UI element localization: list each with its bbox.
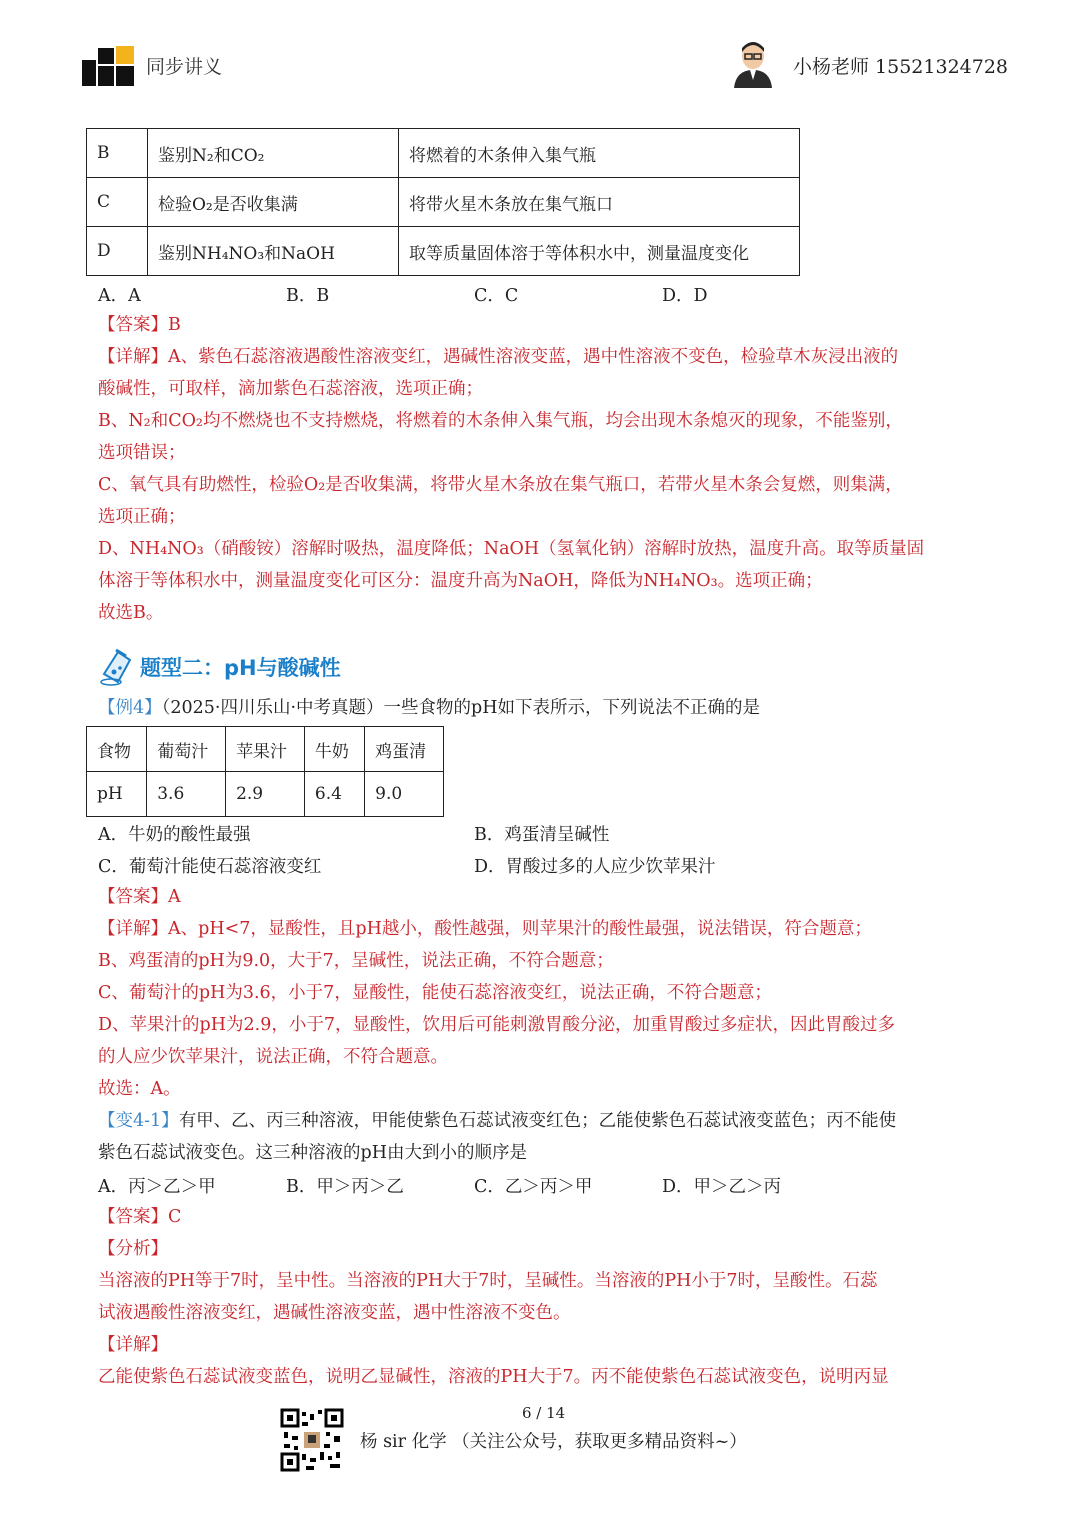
q1-detail-line: B、N₂和CO₂均不燃烧也不支持燃烧，将燃着的木条伸入集气瓶，均会出现木条熄灭的现象，不能鉴别，: [98, 411, 903, 431]
detail-tag: 【详解】: [98, 347, 168, 367]
table-cell: 检验O₂是否收集满: [148, 178, 399, 227]
table-cell: D: [87, 227, 148, 276]
q1-detail-line: 选项错误；: [98, 443, 186, 463]
analysis-line: 当溶液的PH等于7时，呈中性。当溶液的PH大于7时，呈碱性。当溶液的PH小于7时，呈酸性。石蕊: [98, 1271, 878, 1291]
analysis-tag: 【分析】: [98, 1239, 168, 1259]
detail-line: 乙能使紫色石蕊试液变蓝色，说明乙显碱性，溶液的PH大于7。丙不能使紫色石蕊试液变色，说明丙显: [98, 1367, 889, 1387]
detail-tag: 【详解】: [98, 919, 168, 939]
option-c: C．C: [474, 286, 519, 306]
table-cell: 将带火星木条放在集气瓶口: [399, 178, 800, 227]
page-number: 6 / 14: [522, 1404, 566, 1422]
q1-detail-line: 故选B。: [98, 603, 164, 623]
ex4-question: [98, 696, 760, 720]
table-cell: 取等质量固体溶于等体积水中，测量温度变化: [399, 227, 800, 276]
ex4-detail-line: [98, 917, 872, 941]
q1-detail-line: 体溶于等体积水中，测量温度变化可区分：温度升高为NaOH，降低为NH₄NO₃。选项正确；: [98, 571, 823, 591]
option-a: A．丙＞乙＞甲: [98, 1177, 216, 1197]
question-text: 有甲、乙、丙三种溶液，甲能使紫色石蕊试液变红色；乙能使紫色石蕊试液变蓝色；丙不能使: [178, 1111, 897, 1131]
variant-tag: 【变4-1】: [98, 1111, 179, 1131]
q1-detail-line: 选项正确；: [98, 507, 186, 527]
v41-answer: [98, 1205, 181, 1229]
option-c: C．葡萄汁能使石蕊溶液变红: [98, 857, 322, 877]
answer-value: B: [168, 315, 181, 335]
q1-detail-line: D、NH₄NO₃（硝酸铵）溶解时吸热，温度降低；NaOH（氢氧化钠）溶解时放热，温度升高。取等质量固: [98, 539, 925, 559]
detail-tag: 【详解】: [98, 1335, 168, 1355]
table-header-cell: 鸡蛋清: [365, 727, 444, 772]
section-title: 题型二：pH与酸碱性: [140, 656, 341, 680]
v41-question: [98, 1109, 896, 1133]
ex4-detail-line: 故选：A。: [98, 1079, 181, 1099]
table-row: [87, 129, 800, 178]
table-header-cell: 牛奶: [304, 727, 364, 772]
table-header-cell: 苹果汁: [226, 727, 305, 772]
table-row: [87, 178, 800, 227]
ph-table: [86, 726, 444, 817]
q1-answer: [98, 313, 181, 337]
table-cell: 鉴别N₂和CO₂: [148, 129, 399, 178]
teacher-avatar-icon: [730, 38, 776, 88]
table-cell: B: [87, 129, 148, 178]
flask-icon: [96, 644, 140, 688]
answer-value: C: [168, 1207, 182, 1227]
header-teacher: 小杨老师 15521324728: [793, 56, 1009, 78]
table-cell: pH: [87, 772, 147, 817]
answer-tag: 【答案】: [98, 887, 168, 907]
option-a: A．牛奶的酸性最强: [98, 825, 251, 845]
table-row: [87, 727, 444, 772]
option-a: A．A: [98, 286, 141, 306]
q1-detail-line: C、氧气具有助燃性，检验O₂是否收集满，将带火星木条放在集气瓶口，若带火星木条会复燃，则集满，: [98, 475, 903, 495]
header-title: 同步讲义: [146, 56, 223, 78]
ex4-detail-line: C、葡萄汁的pH为3.6，小于7，显酸性，能使石蕊溶液变红，说法正确，不符合题意；: [98, 983, 772, 1003]
option-b: B．B: [286, 286, 330, 306]
table-cell: C: [87, 178, 148, 227]
table-cell: 9.0: [365, 772, 444, 817]
option-d: D．甲＞乙＞丙: [662, 1177, 782, 1197]
option-b: B．鸡蛋清呈碱性: [474, 825, 610, 845]
table-header-cell: 葡萄汁: [147, 727, 226, 772]
analysis-line: 试液遇酸性溶液变红，遇碱性溶液变蓝，遇中性溶液不变色。: [98, 1303, 571, 1323]
options-table: [86, 128, 800, 276]
table-row: [87, 227, 800, 276]
question-text: （2025·四川乐山·中考真题）一些食物的pH如下表所示，下列说法不正确的是: [161, 698, 761, 718]
ex4-detail-line: D、苹果汁的pH为2.9，小于7，显酸性，饮用后可能刺激胃酸分泌，加重胃酸过多症状，因此胃酸过多: [98, 1015, 895, 1035]
table-row: [87, 772, 444, 817]
logo-icon: [80, 44, 136, 88]
ex4-detail-line: B、鸡蛋清的pH为9.0，大于7，呈碱性，说法正确，不符合题意；: [98, 951, 614, 971]
table-cell: 鉴别NH₄NO₃和NaOH: [148, 227, 399, 276]
q1-detail-line: [98, 345, 898, 369]
detail-text: A、紫色石蕊溶液遇酸性溶液变红，遇碱性溶液变蓝，遇中性溶液不变色，检验草木灰浸出液的: [168, 347, 899, 367]
v41-question-line2: 紫色石蕊试液变色。这三种溶液的pH由大到小的顺序是: [98, 1143, 527, 1163]
option-b: B．甲＞丙＞乙: [286, 1177, 404, 1197]
footer-text: 杨 sir 化学 （关注公众号，获取更多精品资料~）: [360, 1432, 747, 1452]
option-d: D．胃酸过多的人应少饮苹果汁: [474, 857, 716, 877]
answer-value: A: [168, 887, 181, 907]
answer-tag: 【答案】: [98, 1207, 168, 1227]
option-d: D．D: [662, 286, 708, 306]
ex4-detail-line: 的人应少饮苹果汁，说法正确，不符合题意。: [98, 1047, 448, 1067]
ex4-answer: [98, 885, 181, 909]
qr-code-icon: [280, 1408, 344, 1472]
table-cell: 3.6: [147, 772, 226, 817]
detail-text: A、pH<7，显酸性，且pH越小，酸性越强，则苹果汁的酸性最强，说法错误，符合题意；: [168, 919, 872, 939]
table-header-cell: 食物: [87, 727, 147, 772]
table-cell: 2.9: [226, 772, 305, 817]
option-c: C．乙＞丙＞甲: [474, 1177, 593, 1197]
table-cell: 将燃着的木条伸入集气瓶: [399, 129, 800, 178]
table-cell: 6.4: [304, 772, 364, 817]
answer-tag: 【答案】: [98, 315, 168, 335]
q1-detail-line: 酸碱性，可取样，滴加紫色石蕊溶液，选项正确；: [98, 379, 483, 399]
example-tag: 【例4】: [98, 698, 162, 718]
